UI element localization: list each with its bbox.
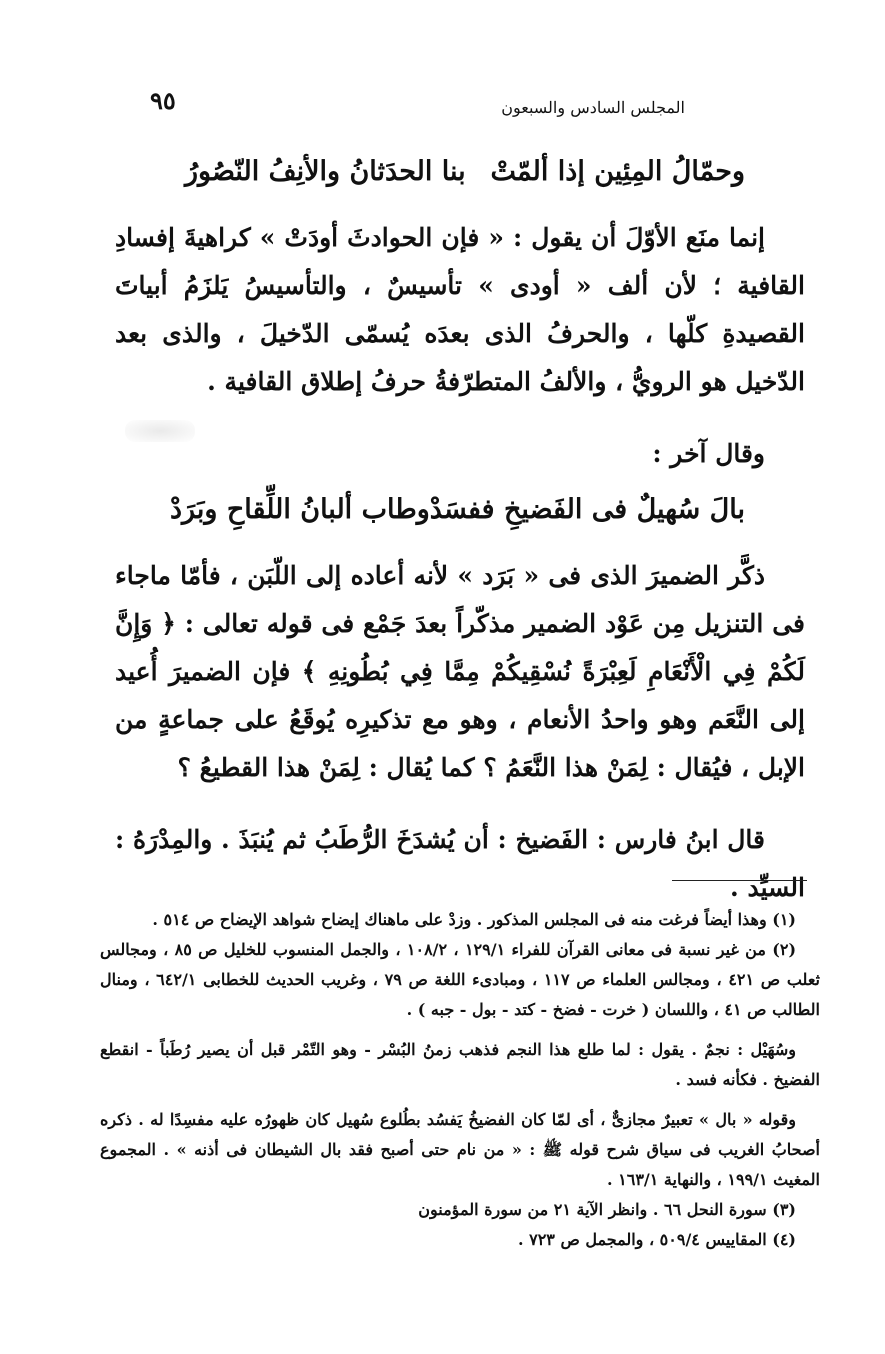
footnotes: [100, 905, 820, 1255]
verse-2-first-hemistich: بالَ سُهيلٌ فى الفَضيخِ ففسَدْ: [429, 494, 745, 525]
verse-1-second-hemistich: بنا الحدَثانُ والأنِفُ النّصُورُ: [185, 156, 466, 187]
paragraph-3: قال ابنُ فارس : الفَضيخ : أن يُشدَخَ الرُّطَبُ ثم يُنبَذَ . والمِدْرَهُ : السيِّد .: [115, 825, 805, 902]
verse-2: [115, 486, 805, 534]
page-header: [150, 86, 765, 126]
footnote-3: (٣) سورة النحل ٦٦ . وانظر الآية ٢١ من سورة المؤمنون: [418, 1200, 796, 1219]
verse-2-second-hemistich: وطاب ألبانُ اللِّقاحِ وبَرَدْ: [170, 494, 430, 525]
verse-1-first-hemistich: وحمّالُ المِئِين إذا ألمّتْ: [490, 156, 745, 187]
footnote-2-note-a: وسُهَيْل : نجمٌ . يقول : لما طلع هذا النجم فذهب زمنُ البُسْر - وهو التّمْر قبل أن يصير رُطَباً - انقطع الفضيخ . فكأنه فسد .: [100, 1040, 820, 1089]
footnote-2-note-b: وقوله « بال » تعبيرٌ مجازىٌّ ، أى لمّا كان الفضيخُ يَفسُد بطُلوع سُهيل كان ظهورُه عليه مفسِدًا له . ذكره أصحابُ الغريب فى سياق شرح قوله ﷺ : « من نام حتى أصبح فقد بال الشيطان فى أذنه » . المجموع المغيث ١٩٩/١ ، والنهاية ١٦٣/١ .: [100, 1110, 820, 1189]
page-number: ٩٥: [150, 86, 176, 115]
footnote-2: (٢) من غير نسبة فى معانى القرآن للفراء ١٢٩/١ ، ١٠٨/٢ ، والجمل المنسوب للخليل ص ٨٥ ، ومجالس ثعلب ص ٤٢١ ، ومجالس العلماء ص ١١٧ ، ومبادىء اللغة ص ٧٩ ، وغريب الحديث للخطابى ٦٤٢/١ ، ومنال الطالب ص ٤١ ، واللسان ( خرت - فضخ - كتد - بول - جبه ) .: [100, 940, 821, 1019]
footnote-divider: [672, 880, 807, 881]
main-text: [115, 140, 805, 912]
footnote-1: (١) وهذا أيضاً فرغت منه فى المجلس المذكور . وزدْ على ماهناك إيضاح شواهد الإيضاح ص ٥١٤ .: [152, 910, 796, 929]
verse-1: [115, 148, 805, 196]
paragraph-2: ذكَّر الضميرَ الذى فى « بَرَد » لأنه أعاده إلى اللّبَن ، فأمّا ماجاء فى التنزيل مِن عَوْد الضمير مذكّراً بعدَ جَمْع فى قوله تعالى : ﴿ وَإِنَّ لَكُمْ فِي الْأَنْعَامِ لَعِبْرَةً نُسْقِيكُمْ مِمَّا فِي بُطُونِهِ ﴾ فإن الضميرَ أُعيد إلى النَّعَم وهو واحدُ الأنعام ، وهو مع تذكيرِه يُوقَعُ على جماعةٍ من الإبل ، فيُقال : لِمَنْ هذا النَّعَمُ ؟ كما يُقال : لِمَنْ هذا القطيعُ ؟: [115, 561, 805, 782]
paragraph-1: إنما منَع الأوّلَ أن يقول : « فإن الحوادثَ أودَتْ » كراهيةَ إفسادِ القافية ؛ لأن ألف « أودى » تأسيسٌ ، والتأسيسُ يَلزَمُ أبياتَ القصيدةِ كلّها ، والحرفُ الذى بعدَه يُسمّى الدّخيلَ ، والذى بعد الدّخيل هو الرويُّ ، والألفُ المتطرّفةُ حرفُ إطلاق القافية .: [115, 223, 805, 396]
footnote-4: (٤) المقاييس ٥٠٩/٤ ، والمجمل ص ٧٢٣ .: [517, 1230, 796, 1249]
verse-2-intro: وقال آخر :: [652, 439, 765, 468]
running-title: المجلس السادس والسبعون: [501, 98, 685, 117]
